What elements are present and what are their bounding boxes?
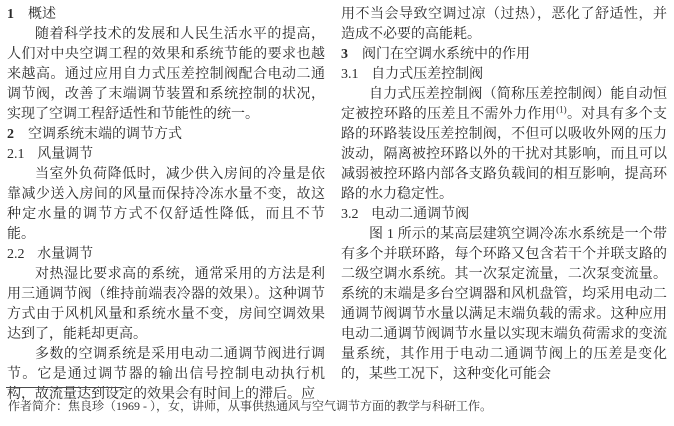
paragraph-text-after-ref: 。对具有多个支路的环路装设压差控制阀，不但可以吸收外网的压力波动，隔离被控环路以外的干扰对其影响，而且可以减弱被控环路内部各支路负载间的相互影响，提高环路的水力稳定性。	[341, 107, 668, 202]
section-title: 概述	[28, 7, 56, 22]
paragraph-two-way-valve: 多数的空调系统是采用电动二通调节阀进行调节。它是通过调节器的输出信号控制电动执行机构，故流量达到设定的效果会有时间上的滞后。应	[7, 347, 325, 402]
subsection-number: 3.2	[341, 207, 359, 222]
section-3-1-heading	[341, 65, 667, 85]
section-title: 阀门在空调水系统中的作用	[362, 47, 530, 62]
section-2-2-heading	[7, 245, 325, 265]
subsection-title: 风量调节	[37, 147, 94, 162]
section-1-heading	[7, 5, 325, 25]
reference-marker: (1)	[556, 104, 567, 115]
subsection-title: 自力式压差控制阀	[371, 67, 484, 82]
subsection-number: 2.1	[7, 147, 25, 162]
right-column	[341, 5, 667, 405]
paragraph-text-before-ref: 自力式压差控制阀（简称压差控制阀）能自动恒定被控环路的压差且不需外力作用	[341, 87, 667, 122]
paragraph-chilled-water-system: 图 1 所示的某高层建筑空调冷冻水系统是一个带有多个并联环路，每个环路又包含若干个并联支路的二级空调水系统。其一次泵定流量，二次泵变流量。系统的末端是多台空调器和风机盘管，均采用电动二通调节阀调节水量以满足末端负载的需求。这种应用电动二通调节阀调节水量以实现末端负荷需求的变流量系统，其作用于电动二通调节阀上的压差是变化的，某些工况下，这种变化可能会	[341, 227, 667, 382]
section-2-1-heading	[7, 145, 325, 165]
section-3-heading	[341, 45, 667, 65]
section-2-heading	[7, 125, 325, 145]
paragraph-water-volume: 对热湿比要求高的系统，通常采用的方法是利用三通调节阀（维持前端表冷器的效果）。这种调节方式由于风机风量和系统水量不变，房间空调效果达到了，能耗却更高。	[7, 267, 325, 342]
subsection-title: 水量调节	[37, 247, 94, 262]
paragraph-intro: 随着科学技术的发展和人民生活水平的提高，人们对中央空调工程的效果和系统节能的要求也越来越高。通过应用自力式压差控制阀配合电动二通调节阀，改善了末端调节装置和系统控制的状况，实现了空调工程舒适性和节能性的统一。	[7, 27, 325, 122]
subsection-number: 2.2	[7, 247, 25, 262]
subsection-title: 电动二通调节阀	[371, 207, 470, 222]
section-title: 空调系统末端的调节方式	[28, 127, 182, 142]
section-3-2-heading	[341, 205, 667, 225]
two-column-layout	[7, 5, 667, 405]
paragraph-air-volume: 当室外负荷降低时，减少供入房间的冷量是依靠减少送入房间的风量而保持冷冻水量不变，故这种定水量的调节方式不仅舒适性降低，而且不节能。	[7, 167, 325, 242]
left-column	[7, 5, 325, 405]
subsection-number: 3.1	[341, 67, 359, 82]
paragraph-continuation: 用不当会导致空调过凉（过热），恶化了舒适性，并造成不必要的高能耗。	[341, 7, 667, 42]
section-number: 1	[7, 7, 14, 22]
footnote-separator	[6, 387, 124, 388]
section-number: 2	[7, 127, 14, 142]
paragraph-pressure-valve	[341, 85, 667, 205]
section-number: 3	[341, 47, 348, 62]
author-bio-footnote: 作者简介：焦良珍（1969 - ），女，讲师，从事供热通风与空气调节方面的教学与科研工作。	[8, 399, 492, 413]
